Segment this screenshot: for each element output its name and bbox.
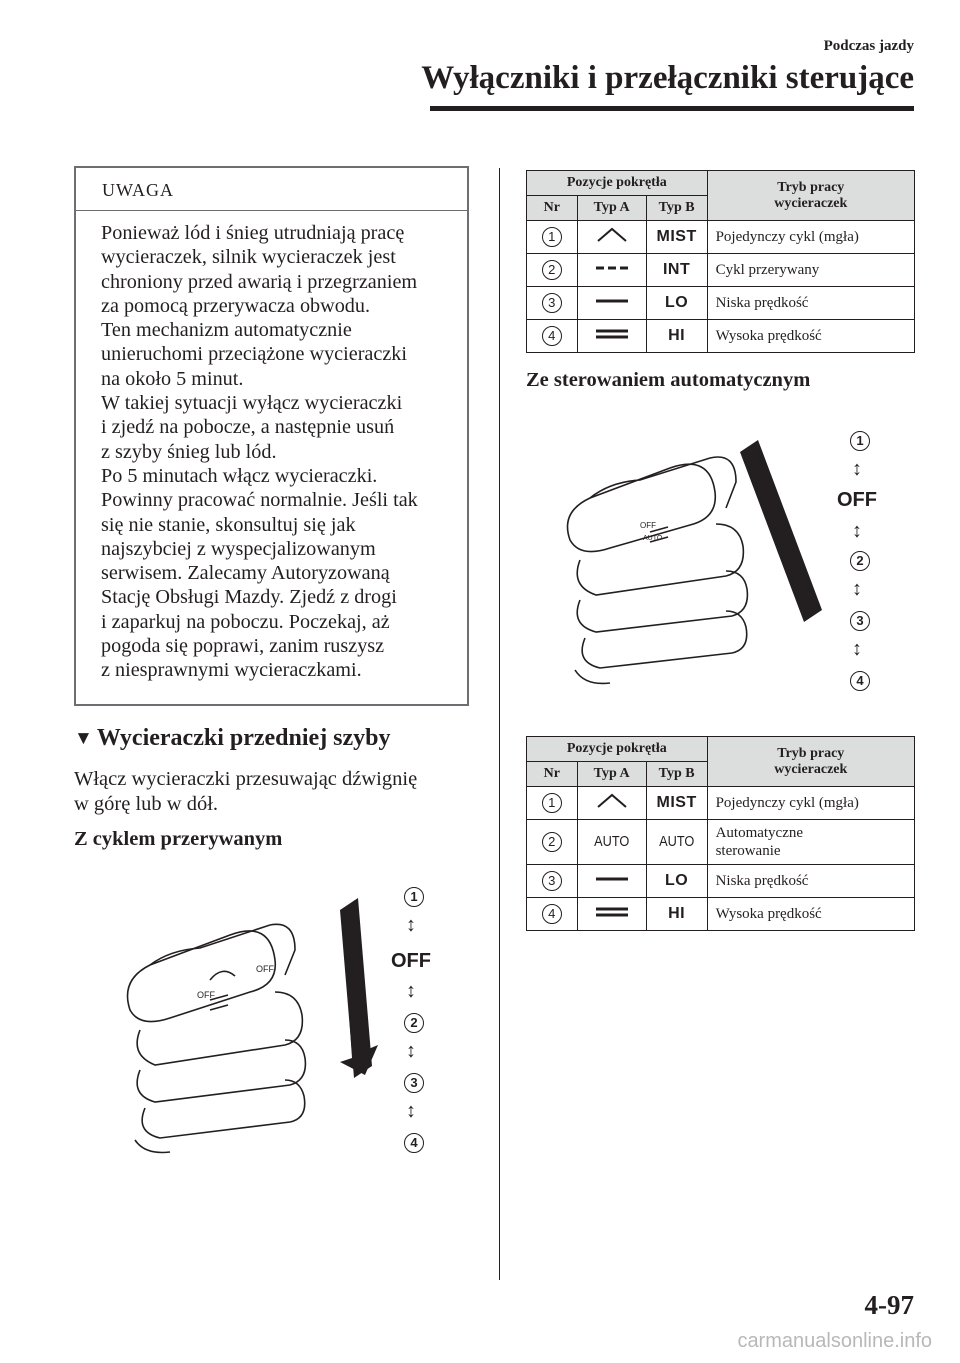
double-line-icon bbox=[592, 324, 632, 344]
row-number: 4 bbox=[542, 326, 562, 346]
type-b-label: MIST bbox=[656, 228, 697, 245]
arrow-icon: ↕ bbox=[852, 458, 862, 480]
watermark: carmanualsonline.info bbox=[737, 1330, 932, 1352]
mode-text: Wysoka prędkość bbox=[707, 898, 914, 931]
position-4-label: 4 bbox=[850, 668, 870, 691]
caution-line: z szyby śnieg lub lód. bbox=[101, 440, 277, 463]
caution-line: Po 5 minutach włącz wycieraczki. bbox=[101, 464, 378, 487]
caution-box bbox=[74, 166, 469, 706]
table-header-type-a: Typ A bbox=[577, 762, 646, 787]
position-1-label: 1 bbox=[850, 428, 870, 451]
subhead-auto: Ze sterowaniem automatycznym bbox=[526, 369, 811, 391]
caution-line: z niesprawnymi wycieraczkami. bbox=[101, 659, 362, 682]
mode-text: Niska prędkość bbox=[707, 287, 914, 320]
type-b-label: AUTO bbox=[659, 833, 695, 850]
section-heading: ▼ Wycieraczki przedniej szyby bbox=[74, 725, 391, 751]
caution-line: Ponieważ lód i śnieg utrudniają pracę bbox=[101, 222, 405, 244]
table-row bbox=[527, 221, 915, 254]
table-row bbox=[527, 820, 915, 865]
off-label: OFF bbox=[837, 489, 877, 511]
caution-line: i zjedź na pobocze, a następnie usuń bbox=[101, 416, 395, 439]
position-2-label: 2 bbox=[404, 1010, 424, 1033]
caution-line: wycieraczek, silnik wycieraczek jest bbox=[101, 246, 396, 269]
table-row bbox=[527, 898, 915, 931]
position-4-label: 4 bbox=[404, 1130, 424, 1153]
type-b-label: LO bbox=[665, 294, 689, 311]
table-header-type-b: Typ B bbox=[646, 196, 707, 221]
arrow-icon: ↕ bbox=[406, 1040, 416, 1062]
mode-text: Cykl przerywany bbox=[707, 254, 914, 287]
section-name: Podczas jazdy bbox=[823, 38, 914, 54]
lever-off-label: OFF bbox=[256, 964, 274, 974]
wiper-lever-illustration-intermittent bbox=[110, 880, 450, 1160]
row-number: 3 bbox=[542, 293, 562, 313]
page-title: Wyłączniki i przełączniki sterujące bbox=[421, 60, 914, 96]
wiper-positions-table-intermittent bbox=[526, 170, 915, 353]
table-header-type-b: Typ B bbox=[646, 762, 707, 787]
type-a-label: AUTO bbox=[594, 833, 630, 850]
caution-line: się nie stanie, skonsultuj się jak bbox=[101, 513, 356, 536]
dashed-line-icon bbox=[592, 258, 632, 278]
table-row bbox=[527, 787, 915, 820]
row-number: 1 bbox=[542, 793, 562, 813]
mode-text: Pojedynczy cykl (mgła) bbox=[707, 787, 914, 820]
caution-line: W takiej sytuacji wyłącz wycieraczki bbox=[101, 392, 403, 415]
table-row bbox=[527, 287, 915, 320]
type-b-label: MIST bbox=[656, 794, 697, 811]
arrow-icon: ↕ bbox=[852, 638, 862, 660]
table-row bbox=[527, 254, 915, 287]
type-b-label: LO bbox=[665, 872, 689, 889]
caution-text bbox=[76, 211, 467, 683]
table-row bbox=[527, 865, 915, 898]
table-header-positions: Pozycje pokrętła bbox=[527, 737, 708, 762]
caution-line: pogoda się poprawi, zanim ruszysz bbox=[101, 635, 385, 658]
table-header-mode: Tryb pracy wycieraczek bbox=[707, 171, 914, 221]
caution-line: najszybciej z wyspecjalizowanym bbox=[101, 537, 376, 560]
intro-line: w górę lub w dół. bbox=[74, 793, 219, 815]
type-b-label: INT bbox=[662, 261, 691, 278]
arrow-icon: ↕ bbox=[406, 914, 416, 936]
row-number: 1 bbox=[542, 227, 562, 247]
table-header-nr: Nr bbox=[527, 762, 578, 787]
position-1-label: 1 bbox=[404, 884, 424, 907]
table-header-positions: Pozycje pokrętła bbox=[527, 171, 708, 196]
caution-line: na około 5 minut. bbox=[101, 367, 244, 390]
lever-off-label: OFF bbox=[197, 990, 215, 1000]
mist-arc-icon bbox=[592, 791, 632, 811]
table-header-mode: Tryb pracy wycieraczek bbox=[707, 737, 914, 787]
row-number: 2 bbox=[542, 260, 562, 280]
position-2-label: 2 bbox=[850, 548, 870, 571]
lever-auto-label: AUTO bbox=[643, 535, 663, 542]
off-label: OFF bbox=[391, 950, 431, 972]
intro-line: Włącz wycieraczki przesuwając dźwignię bbox=[74, 768, 418, 790]
page-number: 4-97 bbox=[864, 1290, 914, 1320]
triangle-bullet-icon: ▼ bbox=[74, 728, 93, 749]
caution-line: Powinny pracować normalnie. Jeśli tak bbox=[101, 489, 418, 512]
subhead-intermittent: Z cyklem przerywanym bbox=[74, 828, 283, 850]
caution-line: unieruchomi przeciążone wycieraczki bbox=[101, 343, 408, 366]
up-down-arrow-icon bbox=[340, 898, 372, 1078]
mist-arc-icon bbox=[592, 225, 632, 245]
header-rule bbox=[430, 106, 914, 111]
caution-line: chroniony przed awarią i przegrzaniem bbox=[101, 270, 418, 293]
position-3-label: 3 bbox=[850, 608, 870, 631]
lever-off-label: OFF bbox=[640, 521, 656, 530]
mode-text: Pojedynczy cykl (mgła) bbox=[707, 221, 914, 254]
intro-paragraph bbox=[74, 767, 474, 817]
caution-line: serwisem. Zalecamy Autoryzowaną bbox=[101, 562, 390, 585]
table-header-nr: Nr bbox=[527, 196, 578, 221]
wiper-positions-table-auto bbox=[526, 736, 915, 931]
wiper-lever-illustration-auto bbox=[560, 420, 890, 700]
table-row bbox=[527, 320, 915, 353]
type-b-label: HI bbox=[668, 327, 686, 344]
column-divider bbox=[499, 168, 500, 1280]
caution-line: za pomocą przerywacza obwodu. bbox=[101, 294, 371, 317]
caution-line: i zaparkuj na poboczu. Poczekaj, aż bbox=[101, 610, 390, 633]
single-line-icon bbox=[592, 291, 632, 311]
row-number: 2 bbox=[542, 832, 562, 852]
caution-line: Stację Obsługi Mazdy. Zjedź z drogi bbox=[101, 586, 397, 609]
caution-line: Ten mechanizm automatycznie bbox=[101, 319, 352, 342]
type-b-label: HI bbox=[668, 905, 686, 922]
mode-text: Niska prędkość bbox=[707, 865, 914, 898]
row-number: 4 bbox=[542, 904, 562, 924]
row-number: 3 bbox=[542, 871, 562, 891]
single-line-icon bbox=[592, 869, 632, 889]
up-down-arrow-icon bbox=[740, 440, 822, 622]
double-line-icon bbox=[592, 902, 632, 922]
arrow-icon: ↕ bbox=[852, 578, 862, 600]
mode-text: Automatyczne sterowanie bbox=[707, 820, 914, 865]
caution-title: UWAGA bbox=[76, 168, 467, 211]
mode-text: Wysoka prędkość bbox=[707, 320, 914, 353]
arrow-icon: ↕ bbox=[406, 1100, 416, 1122]
arrow-icon: ↕ bbox=[852, 520, 862, 542]
arrow-icon: ↕ bbox=[406, 980, 416, 1002]
position-3-label: 3 bbox=[404, 1070, 424, 1093]
table-header-type-a: Typ A bbox=[577, 196, 646, 221]
